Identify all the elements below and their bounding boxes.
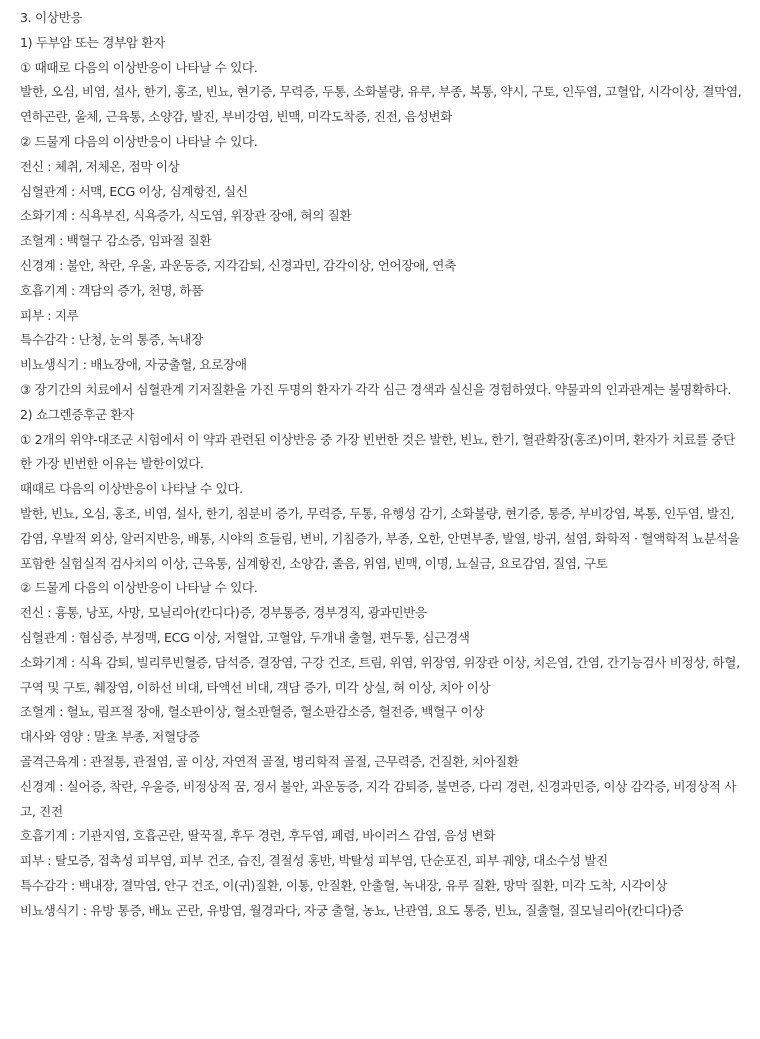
occasional-reactions-list-2: 발한, 빈뇨, 오심, 홍조, 비염, 설사, 한기, 침분비 증가, 무력증, 두통, 유행성 감기, 소화불량, 현기증, 통증, 부비강염, 복통, 인두염, 발진, 감염, 우발적 외상, 알러지반응, 배통, 시야의 흐들림, 변비, 기침증가, 부종, 오한, 안면부종, 발열, 방귀, 설염, 화학적 · 혈액학적 뇨분석을 포함한 실험실적 검사치의 이상, 근육통, 심계항진, 소양감, 졸음, 위염, 빈맥, 이명, 뇨실금, 요로감염, 질염, 구토 [20,505,740,571]
occasional-reactions-heading-2: 때때로 다음의 이상반응이 나타날 수 있다. [20,481,243,497]
reaction-hematologic-2: 조혈계 : 혈뇨, 림프절 장애, 혈소판이상, 혈소판혈증, 혈소판감소증, 혈전증, 백혈구 이상 [20,704,485,720]
reaction-special-senses-2: 특수감각 : 백내장, 결막염, 안구 건조, 이(귀)질환, 이통, 안질환, 안출혈, 녹내장, 유루 질환, 망막 질환, 미각 도착, 시각이상 [20,877,668,893]
occasional-reactions-heading: ① 때때로 다음의 이상반응이 나타날 수 있다. [20,59,258,75]
reaction-nervous: 신경계 : 불안, 착란, 우울, 과운동증, 지각감퇴, 신경과민, 감각이상, 언어장애, 연축 [20,257,456,273]
reaction-urogenital: 비뇨생식기 : 배뇨장애, 자궁출혈, 요로장애 [20,357,247,373]
reaction-cardiovascular-2: 심혈관계 : 협심증, 부정맥, ECG 이상, 저혈압, 고혈압, 두개내 출혈, 편두통, 심근경색 [20,629,470,645]
reaction-respiratory-2: 호흡기계 : 기관지염, 호흡곤란, 딸꾹질, 후두 경련, 후두염, 폐렴, 바이러스 감염, 음성 변화 [20,828,496,844]
subsection-heading-head-neck-cancer: 1) 두부암 또는 경부암 환자 [20,34,165,50]
section-heading: 3. 이상반응 [20,10,83,25]
rare-reactions-heading-2: ② 드물게 다음의 이상반응이 나타날 수 있다. [20,580,258,596]
reaction-general-2: 전신 : 흉통, 낭포, 사망, 모닐리아(칸디다)증, 경부통증, 경부경직, 광과민반응 [20,605,427,621]
reaction-respiratory: 호흡기계 : 객담의 증가, 천명, 하품 [20,282,204,298]
subsection-heading-sjogren: 2) 쇼그렌증후군 환자 [20,406,135,422]
reaction-nervous-2: 신경계 : 실어증, 착란, 우울증, 비정상적 꿈, 정서 불안, 과운동증, 지각 감퇴증, 불면증, 다리 경련, 신경과민증, 이상 감각증, 비정상적 사고, 진전 [20,778,737,819]
rare-reactions-heading: ② 드물게 다음의 이상반응이 나타날 수 있다. [20,133,258,149]
reaction-digestive-2: 소화기계 : 식욕 감퇴, 빌리루빈혈증, 담석증, 결장염, 구강 건조, 트림, 위염, 위장염, 위장관 이상, 치은염, 간염, 간기능검사 비정상, 하혈, 구역 및 구토, 췌장염, 이하선 비대, 타액선 비대, 객담 증가, 미각 상실, 혀 이상, 치아 이상 [20,654,740,695]
reaction-musculoskeletal: 골격근육계 : 관절통, 관절염, 골 이상, 자연적 골절, 병리학적 골절, 근무력증, 건질환, 치아질환 [20,753,519,769]
reaction-special-senses: 특수감각 : 난청, 눈의 통증, 녹내장 [20,332,204,348]
reaction-metabolic: 대사와 영양 : 말초 부종, 저혈당증 [20,729,200,745]
reaction-cardiovascular: 심혈관계 : 서맥, ECG 이상, 심계항진, 실신 [20,183,248,199]
reaction-skin-2: 피부 : 탈모증, 접촉성 피부염, 피부 건조, 습진, 결절성 홍반, 박탈성 피부염, 단순포진, 피부 궤양, 대소수성 발진 [20,853,608,869]
reaction-skin: 피부 : 지루 [20,307,79,323]
long-term-treatment-note: ③ 장기간의 치료에서 심혈관계 기저질환을 가진 두명의 환자가 각각 심근 경색과 실신을 경험하였다. 약물과의 인과관계는 불명확하다. [20,381,732,397]
reaction-digestive: 소화기계 : 식욕부진, 식욕증가, 식도염, 위장관 장애, 혀의 질환 [20,208,352,224]
placebo-trial-note: ① 2개의 위약-대조군 시험에서 이 약과 관련된 이상반응 중 가장 빈번한 것은 발한, 빈뇨, 한기, 혈관확장(홍조)이며, 환자가 치료를 중단한 가장 빈번한 이유는 발한이었다. [20,431,735,472]
occasional-reactions-list: 발한, 오심, 비염, 설사, 한기, 홍조, 빈뇨, 현기증, 무력증, 두통, 소화불량, 유루, 부종, 복통, 약시, 구토, 인두염, 고혈압, 시각이상, 결막염, 연하곤란, 울체, 근육통, 소양감, 발진, 부비강염, 빈맥, 미각도착증, 진전, 음성변화 [20,84,742,125]
reaction-urogenital-2: 비뇨생식기 : 유방 통증, 배뇨 곤란, 유방염, 월경과다, 자궁 출혈, 농뇨, 난관염, 요도 통증, 빈뇨, 질출혈, 질모닐리아(칸디다)증 [20,902,684,918]
reaction-general: 전신 : 체취, 저체온, 점막 이상 [20,158,180,174]
reaction-hematologic: 조혈계 : 백혈구 감소증, 임파절 질환 [20,233,212,249]
